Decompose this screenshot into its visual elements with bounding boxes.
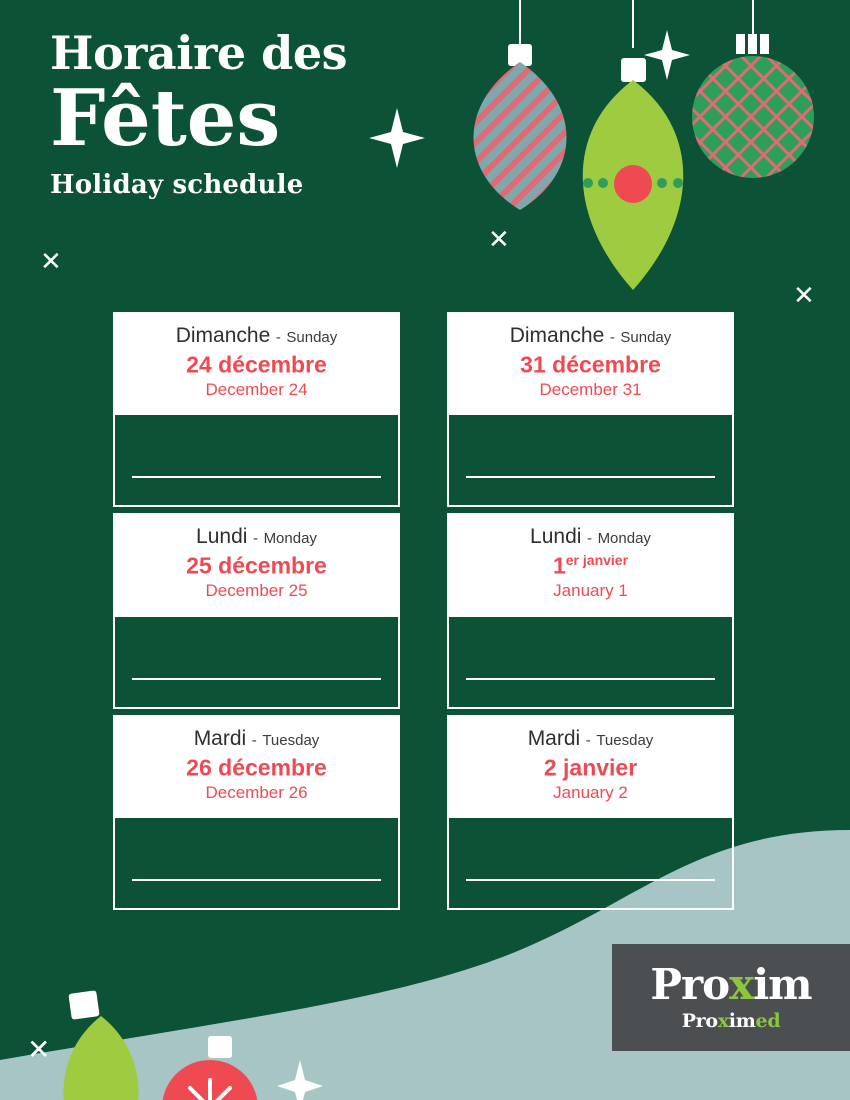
card-header <box>113 312 400 415</box>
card-write-area[interactable] <box>113 415 400 507</box>
schedule-card <box>447 715 734 910</box>
sparkle-top-right <box>644 30 690 80</box>
card-day-sep: - <box>587 530 592 548</box>
schedule-grid <box>113 312 737 916</box>
x-center-icon: ✕ <box>488 224 510 254</box>
card-day-sep: - <box>251 731 257 749</box>
logo-box <box>612 944 850 1051</box>
card-date-fr-main: 1 <box>552 553 566 580</box>
card-date-fr-sup: er janvier <box>565 552 629 569</box>
card-day-fr: Dimanche <box>509 324 605 347</box>
card-date-fr-main: 24 décembre <box>186 351 327 378</box>
card-write-line <box>132 678 381 680</box>
card-write-area[interactable] <box>447 818 734 910</box>
logo-brand-post: im <box>753 959 812 1009</box>
title-line-1: Horaire des <box>50 26 348 80</box>
card-day-line <box>123 727 390 750</box>
card-day-line <box>457 727 724 750</box>
card-date-fr <box>123 754 390 781</box>
schedule-card <box>113 312 400 507</box>
card-header <box>113 715 400 818</box>
card-day-en: Sunday <box>620 329 672 346</box>
card-date-fr <box>123 552 390 579</box>
card-date-fr-main: 25 décembre <box>186 553 327 580</box>
card-day-en: Tuesday <box>596 731 654 749</box>
logo-brand-x-icon: x <box>729 959 754 1009</box>
card-day-en: Sunday <box>286 329 338 346</box>
x-right-icon: ✕ <box>793 280 815 310</box>
card-write-area[interactable] <box>447 617 734 709</box>
schedule-card <box>447 513 734 708</box>
bottom-ornaments-group <box>0 880 430 1100</box>
card-day-sep: - <box>585 731 591 749</box>
card-date-en: December 31 <box>539 380 642 400</box>
logo-subbrand <box>682 1010 781 1032</box>
sparkle-top-left <box>369 108 425 168</box>
logo-sub-mid: im <box>728 1009 756 1032</box>
sparkle-bottom <box>277 1060 323 1100</box>
card-day-en: Tuesday <box>262 731 320 749</box>
card-header <box>447 715 734 818</box>
card-date-fr <box>123 351 390 378</box>
card-date-en: January 2 <box>553 782 628 802</box>
logo-brand <box>650 959 812 1009</box>
logo-sub-x-icon: x <box>717 1009 729 1032</box>
card-day-sep: - <box>275 329 281 346</box>
card-header <box>447 513 734 616</box>
green-teardrop-ornament <box>583 58 684 290</box>
card-date-fr <box>457 754 724 781</box>
x-bottom-left-icon: ✕ <box>27 1034 51 1065</box>
card-day-en: Monday <box>597 530 651 548</box>
card-write-line <box>466 879 715 881</box>
card-date-en: December 25 <box>205 581 308 601</box>
card-day-en: Monday <box>263 530 317 548</box>
card-day-sep: - <box>609 329 615 346</box>
logo-sub-pre: Pro <box>681 1009 718 1032</box>
card-date-en: December 26 <box>205 782 308 802</box>
card-date-fr-main: 26 décembre <box>186 754 327 781</box>
logo-brand-pre: Pro <box>650 959 730 1009</box>
schedule-card <box>447 312 734 507</box>
schedule-row <box>113 513 737 708</box>
teal-striped-ornament <box>474 44 567 210</box>
card-write-area[interactable] <box>447 415 734 507</box>
page-header <box>50 26 348 200</box>
schedule-card <box>113 513 400 708</box>
card-write-line <box>466 476 715 478</box>
card-day-fr: Dimanche <box>175 324 271 347</box>
card-day-line <box>123 525 390 548</box>
card-header <box>447 312 734 415</box>
card-day-fr: Lundi <box>530 525 582 549</box>
logo-sub-accent: ed <box>755 1009 781 1032</box>
card-day-fr: Mardi <box>527 726 581 750</box>
card-day-line <box>123 324 390 347</box>
card-date-fr <box>457 552 724 579</box>
green-lattice-ball-ornament <box>692 34 814 178</box>
card-write-line <box>466 678 715 680</box>
red-ball-ornament-bottom <box>162 1036 258 1100</box>
green-teardrop-ornament-bottom <box>63 990 138 1100</box>
schedule-row <box>113 312 737 507</box>
title-line-2: Fêtes <box>50 73 281 164</box>
card-date-fr-main: 31 décembre <box>520 351 661 378</box>
card-day-sep: - <box>253 530 258 548</box>
page-subtitle: Holiday schedule <box>50 169 304 200</box>
card-date-fr-main: 2 janvier <box>543 754 638 781</box>
card-write-area[interactable] <box>113 617 400 709</box>
card-day-line <box>457 324 724 347</box>
card-day-line <box>457 525 724 548</box>
card-write-line <box>132 476 381 478</box>
card-day-fr: Mardi <box>193 726 247 750</box>
card-header <box>113 513 400 616</box>
card-day-fr: Lundi <box>196 525 248 549</box>
card-date-en: January 1 <box>553 581 628 601</box>
card-date-fr <box>457 351 724 378</box>
card-date-en: December 24 <box>205 380 308 400</box>
x-left-upper-icon: ✕ <box>40 246 62 276</box>
